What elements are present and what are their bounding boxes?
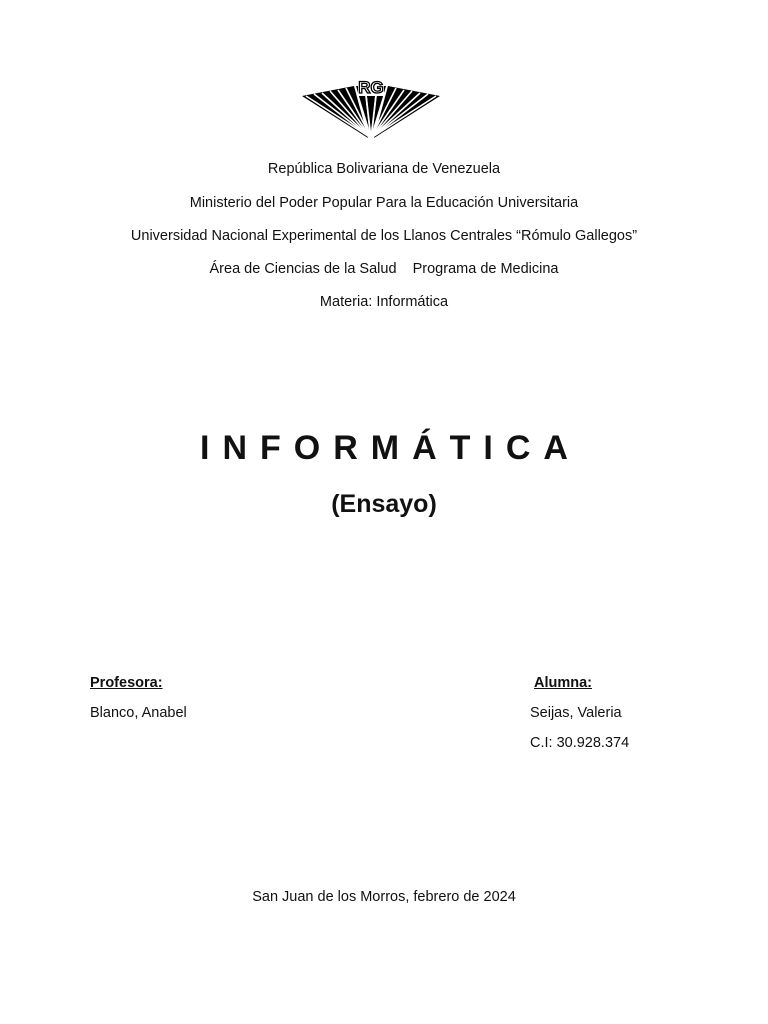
university-emblem-icon — [302, 74, 440, 140]
document-title: INFORMÁTICA — [200, 429, 581, 467]
student-label: Alumna: — [534, 675, 592, 691]
professor-name: Blanco, Anabel — [90, 705, 187, 721]
student-id: C.I: 30.928.374 — [530, 735, 630, 751]
department-line: Área de Ciencias de la Salud Programa de Medicina — [209, 261, 559, 277]
ministry-line: Ministerio del Poder Popular Para la Educación Universitaria — [189, 195, 579, 211]
university-line: Universidad Nacional Experimental de los Llanos Centrales “Rómulo Gallegos” — [130, 228, 638, 244]
professor-label: Profesora: — [90, 675, 163, 691]
document-subtitle: (Ensayo) — [331, 490, 437, 518]
subject-line: Materia: Informática — [319, 294, 449, 310]
student-name: Seijas, Valeria — [530, 705, 622, 721]
logo-monogram: RG — [358, 78, 384, 97]
place-date: San Juan de los Morros, febrero de 2024 — [252, 889, 516, 905]
country-line: República Bolivariana de Venezuela — [267, 161, 501, 177]
